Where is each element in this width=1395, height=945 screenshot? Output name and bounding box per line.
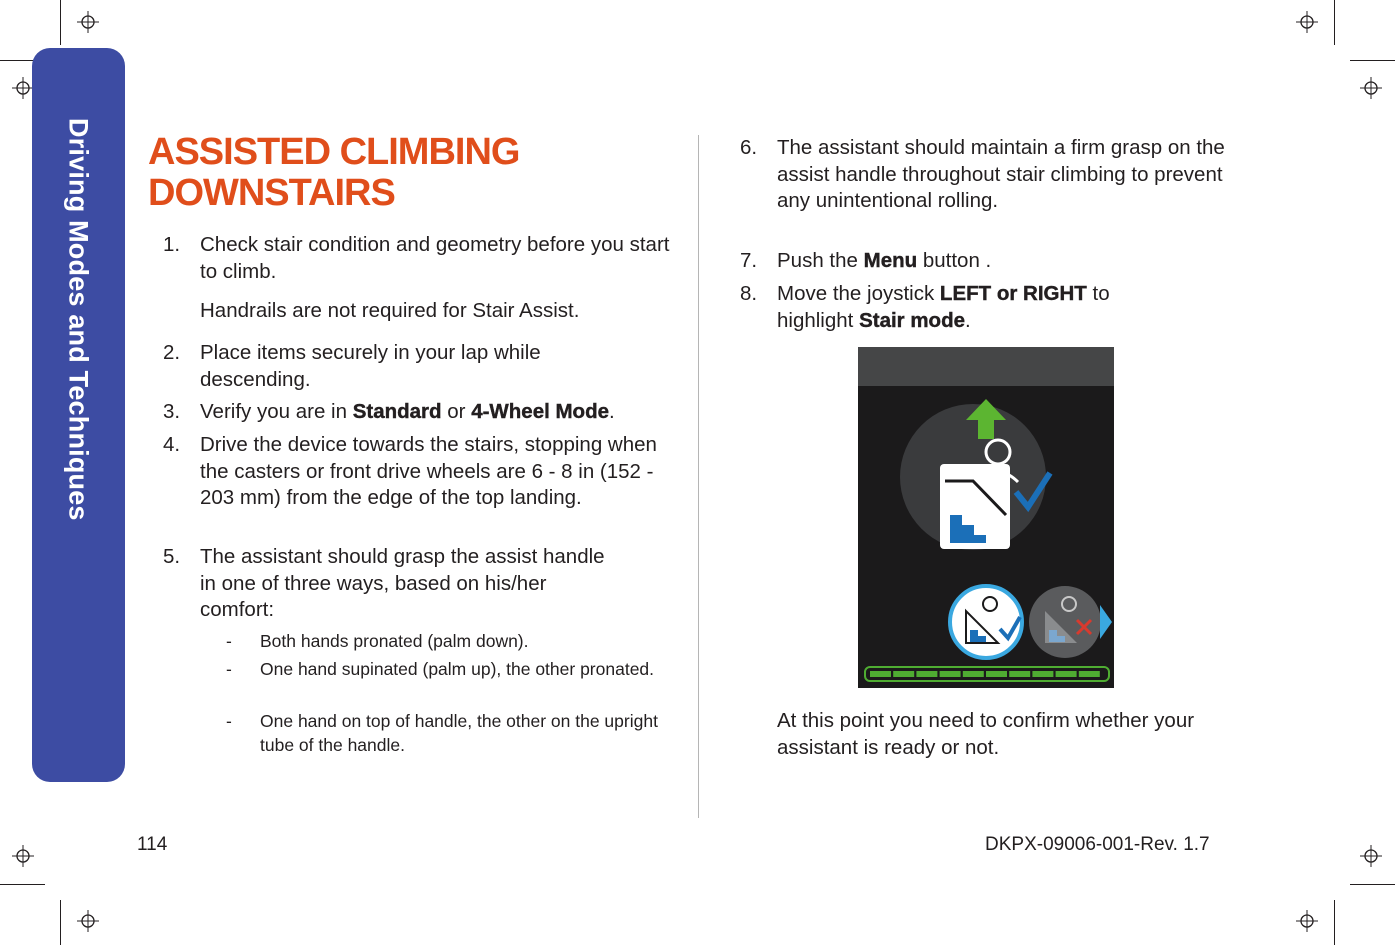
step-text: Check stair condition and geometry before you start to climb. [200,233,670,283]
page-number: 114 [137,834,168,855]
step-text: Drive the device towards the stairs, stopping when the casters or front drive wheels are 6 - 8 in (152 - 203 mm) from the edge of the top landing. [200,433,657,509]
step-text: The assistant should grasp the assist handle in one of three ways, based on his/her comfort: [200,545,605,621]
step-text: The assistant should maintain a firm grasp on the assist handle throughout stair climbing to prevent any unintentional rolling. [777,136,1225,212]
battery-segment [986,671,1007,677]
crop-mark [60,0,61,45]
section-title: ASSISTED CLIMBING DOWNSTAIRS [148,131,520,214]
keyword-standard: Standard [352,400,442,423]
document-id: DKPX-09006-001-Rev. 1.7 [985,834,1210,855]
battery-segment [1079,671,1100,677]
registration-target-icon [77,11,99,33]
confirm-note: At this point you need to confirm whether your assistant is ready or not. [777,709,1195,759]
next-arrow-icon [1100,605,1112,639]
battery-segment [1032,671,1053,677]
screen-header-bar [858,347,1114,386]
column-divider [698,135,699,818]
battery-segment [940,671,961,677]
battery-segment [963,671,984,677]
crop-mark [60,900,61,945]
stair-mode-unavailable-icon [1029,586,1101,658]
crop-mark [1334,900,1335,945]
registration-target-icon [1360,77,1382,99]
keyword-4-wheel-mode: 4-Wheel Mode [471,400,610,423]
chapter-tab-label: Driving Modes and Techniques [63,118,94,521]
battery-segment [893,671,914,677]
crop-mark [1350,60,1395,61]
step-text: Place items securely in your lap while descending. [200,341,541,391]
keyword-stair-mode: Stair mode [859,308,966,332]
keyword-left-or-right: LEFT or RIGHT [939,282,1087,305]
battery-bar [865,667,1109,681]
battery-segment [1009,671,1030,677]
handrails-note: Handrails are not required for Stair Assist. [200,299,580,322]
registration-target-icon [1360,845,1382,867]
crop-mark [1350,884,1395,885]
device-screen [858,347,1114,688]
crop-mark [1334,0,1335,45]
crop-mark [0,884,45,885]
registration-target-icon [77,910,99,932]
registration-target-icon [1296,910,1318,932]
keyword-menu: Menu [863,249,918,272]
registration-target-icon [12,845,34,867]
stair-mode-selected-icon [950,586,1022,658]
battery-segment [916,671,937,677]
registration-target-icon [12,77,34,99]
battery-segment [870,671,891,677]
battery-segment [1056,671,1077,677]
registration-target-icon [1296,11,1318,33]
